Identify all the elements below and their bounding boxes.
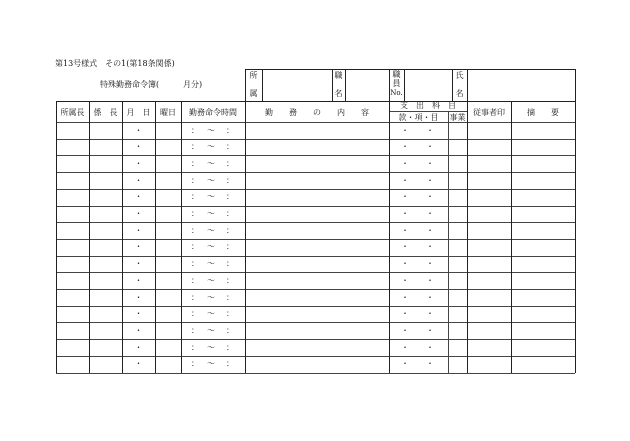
- time-start-colon: ：: [191, 125, 199, 135]
- time-tilde: 〜: [207, 309, 215, 319]
- col-remarks: 摘 要: [527, 108, 559, 117]
- account-separator-1: ・: [401, 192, 409, 202]
- time-tilde: 〜: [207, 342, 215, 352]
- time-tilde: 〜: [207, 325, 215, 335]
- time-end-colon: ：: [226, 175, 234, 185]
- col-duty-time: 勤務命令時間: [189, 108, 237, 117]
- date-separator: ・: [134, 142, 143, 152]
- time-end-colon: ：: [226, 275, 234, 285]
- account-separator-2: ・: [426, 225, 434, 235]
- time-start-colon: ：: [191, 342, 199, 352]
- col-dept-head: 所属長: [60, 108, 85, 117]
- time-tilde: 〜: [207, 275, 215, 285]
- date-separator: ・: [134, 259, 143, 269]
- time-tilde: 〜: [207, 158, 215, 168]
- name-label-top: 氏: [455, 71, 464, 80]
- time-tilde: 〜: [207, 359, 215, 369]
- date-separator: ・: [134, 158, 143, 168]
- account-separator-2: ・: [426, 275, 434, 285]
- form-id: 第13号様式 その1(第18条関係): [55, 59, 175, 68]
- time-start-colon: ：: [191, 209, 199, 218]
- staff-no-label-mid: 員: [392, 79, 401, 88]
- col-project: 事業: [449, 113, 466, 122]
- account-separator-1: ・: [401, 209, 409, 218]
- account-separator-1: ・: [401, 142, 409, 152]
- date-separator: ・: [134, 225, 143, 235]
- account-separator-2: ・: [426, 192, 434, 202]
- account-separator-1: ・: [401, 309, 409, 319]
- time-tilde: 〜: [207, 225, 215, 235]
- dept-label-top: 所: [249, 71, 258, 80]
- account-separator-2: ・: [426, 142, 434, 152]
- time-start-colon: ：: [191, 175, 199, 185]
- time-tilde: 〜: [207, 142, 215, 152]
- date-separator: ・: [134, 275, 143, 285]
- account-separator-2: ・: [426, 175, 434, 185]
- time-start-colon: ：: [191, 158, 199, 168]
- time-start-colon: ：: [191, 292, 199, 302]
- account-separator-2: ・: [426, 209, 434, 218]
- time-end-colon: ：: [226, 325, 234, 335]
- col-duty-content: 勤 務 の 内 容: [265, 108, 369, 117]
- post-label-top: 職: [334, 71, 343, 80]
- date-separator: ・: [134, 209, 143, 218]
- account-separator-2: ・: [426, 309, 434, 319]
- account-separator-2: ・: [426, 342, 434, 352]
- account-separator-1: ・: [401, 359, 409, 369]
- account-separator-1: ・: [401, 342, 409, 352]
- date-separator: ・: [134, 309, 143, 319]
- time-end-colon: ：: [226, 192, 234, 202]
- col-weekday: 曜日: [160, 108, 176, 117]
- staff-no-label-bottom: No.: [390, 89, 403, 97]
- date-separator: ・: [134, 125, 143, 135]
- time-end-colon: ：: [226, 242, 234, 252]
- account-separator-1: ・: [401, 175, 409, 185]
- account-separator-1: ・: [401, 325, 409, 335]
- time-start-colon: ：: [191, 242, 199, 252]
- col-account: 支 出 科 目: [400, 101, 456, 110]
- time-end-colon: ：: [226, 209, 234, 218]
- time-tilde: 〜: [207, 292, 215, 302]
- account-separator-1: ・: [401, 242, 409, 252]
- account-separator-2: ・: [426, 325, 434, 335]
- time-start-colon: ：: [191, 325, 199, 335]
- time-end-colon: ：: [226, 309, 234, 319]
- name-label-bottom: 名: [455, 89, 464, 98]
- time-tilde: 〜: [207, 242, 215, 252]
- date-separator: ・: [134, 175, 143, 185]
- account-separator-1: ・: [401, 158, 409, 168]
- time-tilde: 〜: [207, 125, 215, 135]
- date-separator: ・: [134, 242, 143, 252]
- time-tilde: 〜: [207, 175, 215, 185]
- time-end-colon: ：: [226, 292, 234, 302]
- col-chief: 係 長: [93, 108, 118, 117]
- time-end-colon: ：: [226, 125, 234, 135]
- time-end-colon: ：: [226, 259, 234, 269]
- time-start-colon: ：: [191, 142, 199, 152]
- date-separator: ・: [134, 325, 143, 335]
- account-separator-1: ・: [401, 275, 409, 285]
- account-separator-1: ・: [401, 259, 409, 269]
- date-separator: ・: [134, 359, 143, 369]
- time-tilde: 〜: [207, 209, 215, 218]
- account-separator-2: ・: [426, 158, 434, 168]
- date-separator: ・: [134, 342, 143, 352]
- time-end-colon: ：: [226, 359, 234, 369]
- account-separator-1: ・: [401, 292, 409, 302]
- time-start-colon: ：: [191, 225, 199, 235]
- col-worker-seal: 従事者印: [473, 108, 505, 117]
- time-end-colon: ：: [226, 158, 234, 168]
- time-tilde: 〜: [207, 192, 215, 202]
- dept-label-bottom: 属: [249, 89, 258, 98]
- form-title-prefix: 特殊勤務命令簿(: [100, 80, 160, 89]
- time-start-colon: ：: [191, 259, 199, 269]
- time-end-colon: ：: [226, 142, 234, 152]
- form-title-suffix: 月分): [183, 80, 203, 89]
- account-separator-2: ・: [426, 242, 434, 252]
- staff-no-label-top: 職: [392, 70, 401, 79]
- time-start-colon: ：: [191, 275, 199, 285]
- date-separator: ・: [134, 292, 143, 302]
- time-start-colon: ：: [191, 309, 199, 319]
- account-separator-1: ・: [401, 225, 409, 235]
- date-separator: ・: [134, 192, 143, 202]
- post-label-bottom: 名: [334, 89, 343, 98]
- time-tilde: 〜: [207, 259, 215, 269]
- time-start-colon: ：: [191, 359, 199, 369]
- account-separator-1: ・: [401, 125, 409, 135]
- account-separator-2: ・: [426, 359, 434, 369]
- time-end-colon: ：: [226, 342, 234, 352]
- col-month-day: 月 日: [126, 108, 151, 117]
- col-account-sub: 款・項・目: [398, 113, 439, 122]
- account-separator-2: ・: [426, 259, 434, 269]
- time-end-colon: ：: [226, 225, 234, 235]
- account-separator-2: ・: [426, 292, 434, 302]
- time-start-colon: ：: [191, 192, 199, 202]
- account-separator-2: ・: [426, 125, 434, 135]
